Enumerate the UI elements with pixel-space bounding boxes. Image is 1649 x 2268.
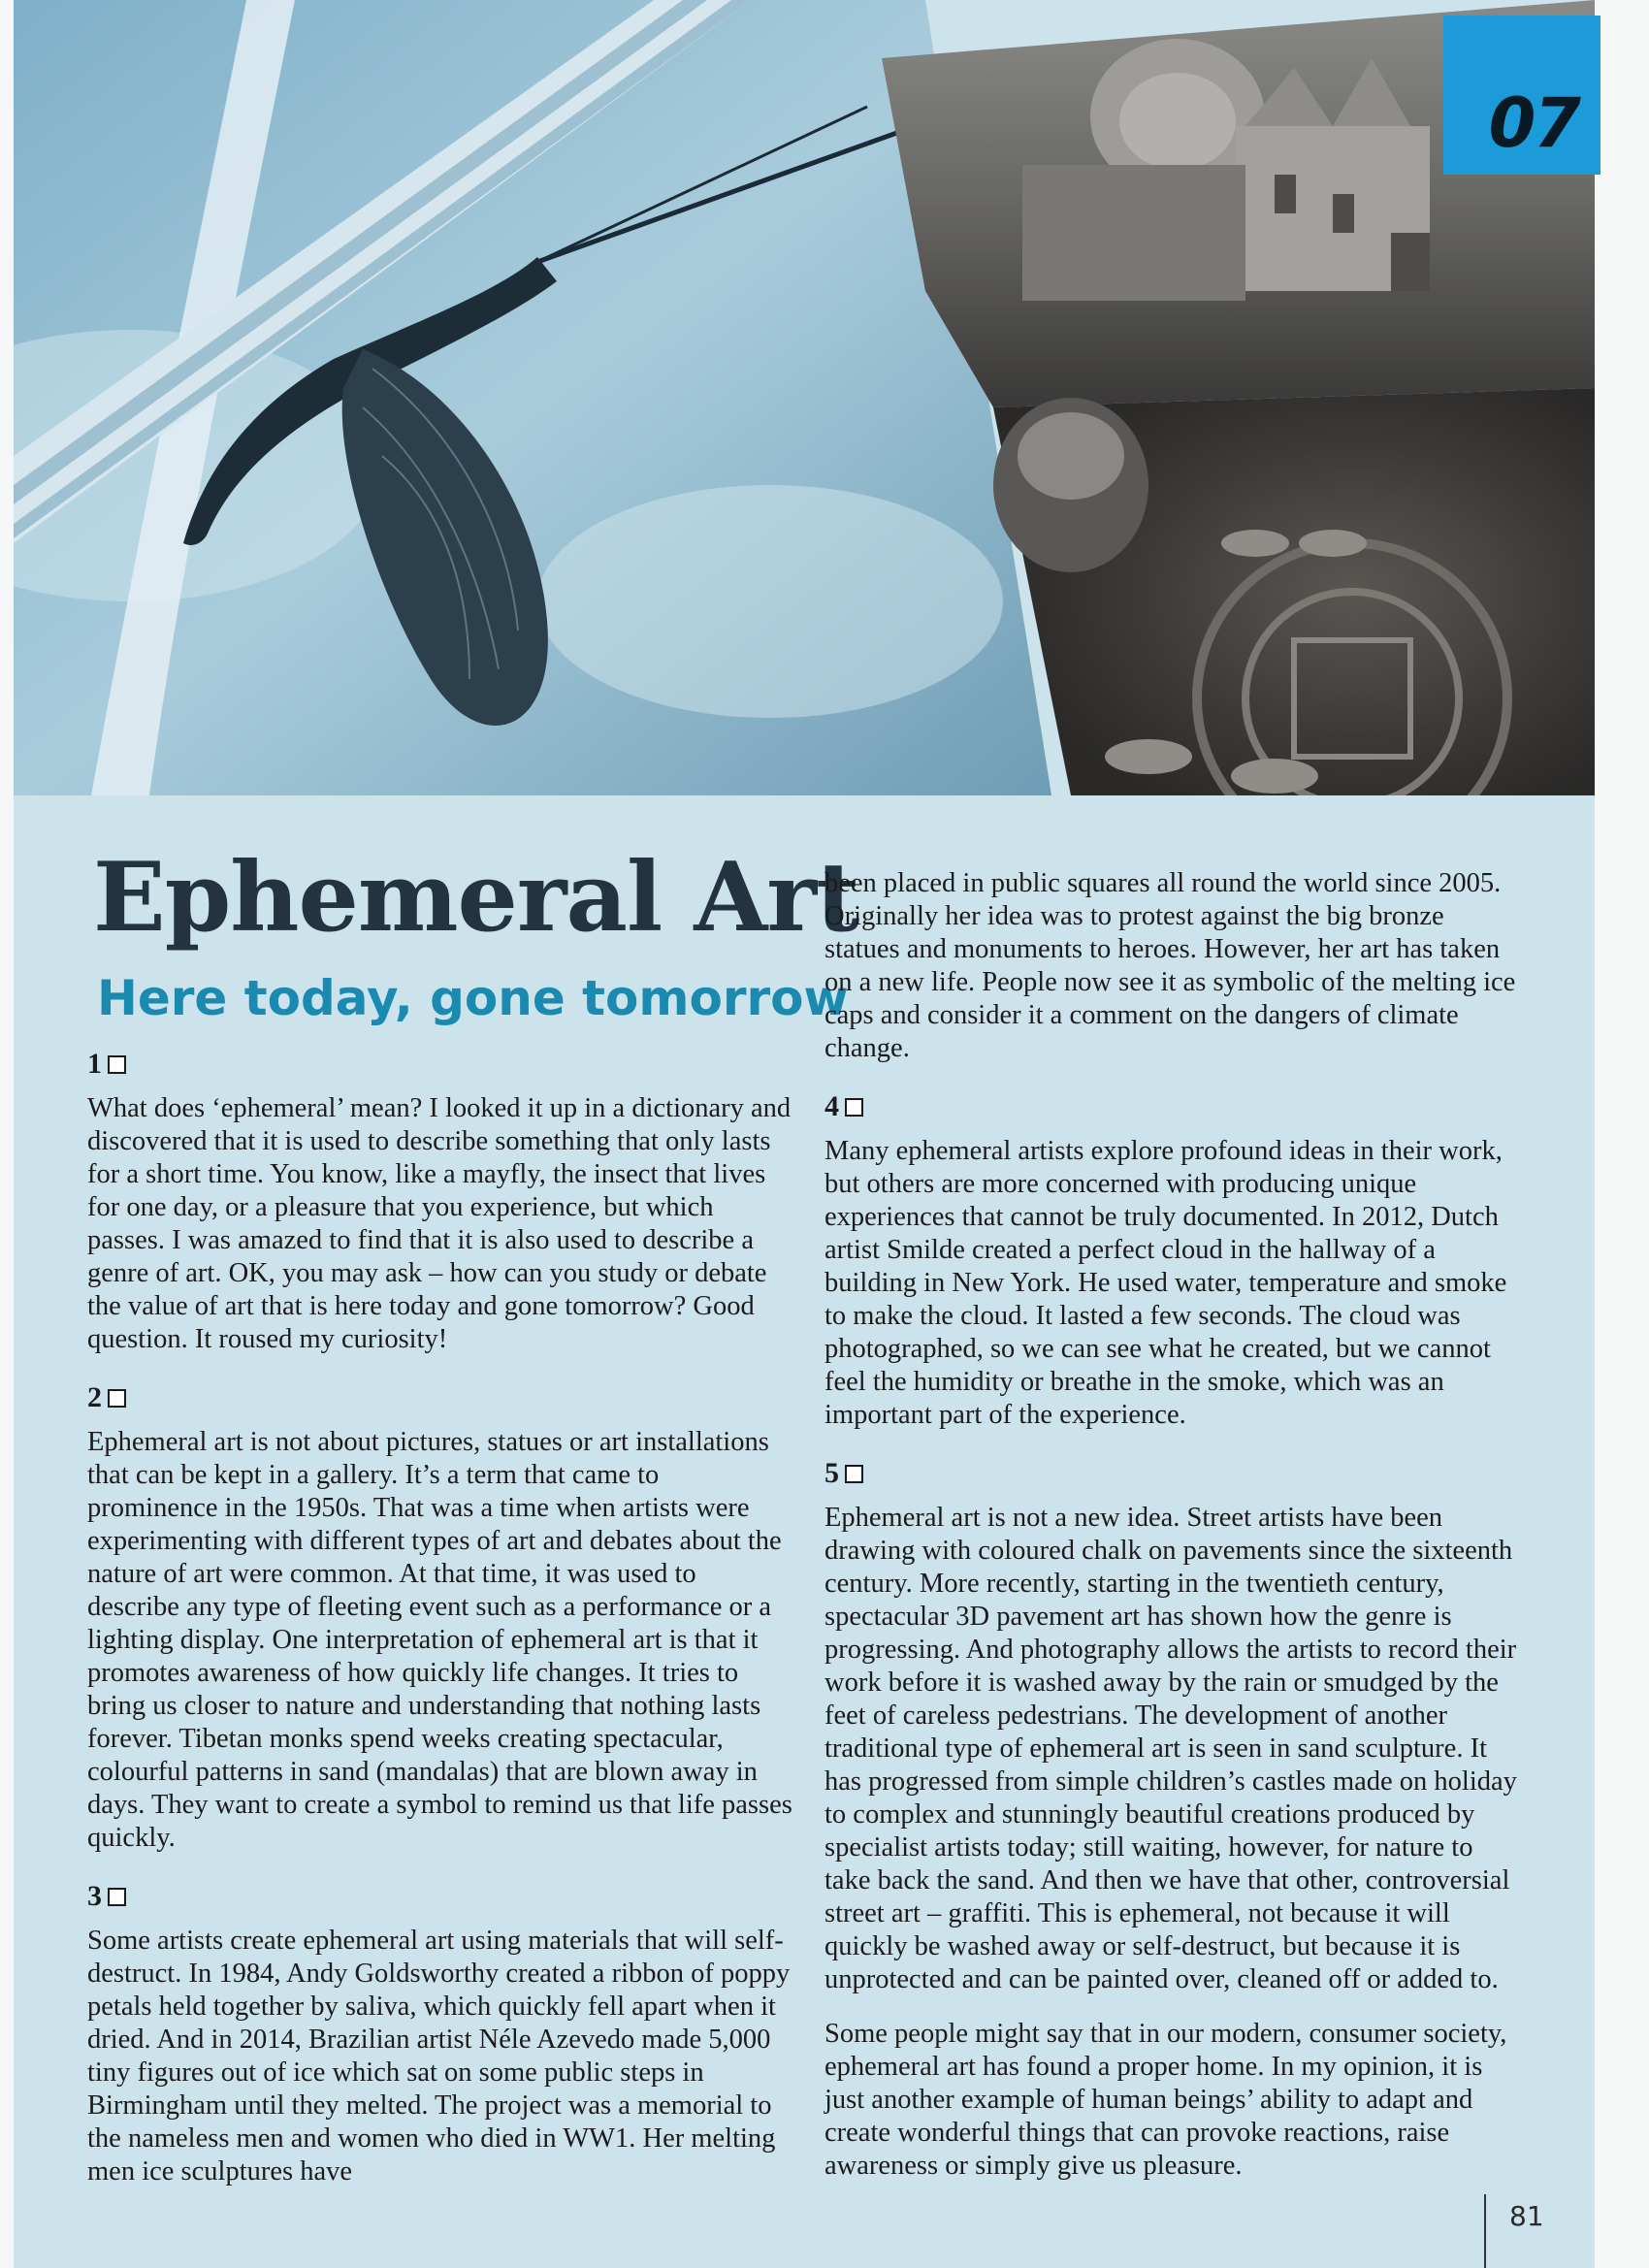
paragraph-4: Many ephemeral artists explore profound ideas in their work, but others are more concerned with producing unique experiences that cannot be truly documented. In 2012, Dutch artist Smilde created a perfect cloud in the hallway of a building in New York. He used water, temperature and smoke to make the cloud. It lasted a few seconds. The cloud was photographed, so we can see what he created, but we cannot feel the humidity or breathe in the smoke, which was an important part of the experience. bbox=[824, 1136, 1507, 1430]
article-title: Ephemeral Art bbox=[93, 842, 859, 954]
photo-collage bbox=[14, 0, 1595, 795]
section-number-label: 4 bbox=[824, 1090, 839, 1122]
section-number-label: 2 bbox=[87, 1381, 102, 1413]
page-right-edge bbox=[1595, 0, 1649, 2268]
section-number-3 bbox=[87, 1880, 793, 1913]
section-number-5 bbox=[824, 1457, 1523, 1490]
unit-badge bbox=[1443, 16, 1600, 175]
answer-checkbox[interactable] bbox=[108, 1888, 126, 1906]
page-number-rule bbox=[1484, 2194, 1486, 2268]
mandala-photo bbox=[993, 388, 1595, 795]
section-number-label: 3 bbox=[87, 1880, 102, 1912]
paragraph-3: Some artists create ephemeral art using materials that will self-destruct. In 1984, Andy Goldsworthy created a ribbon of poppy petals held together by saliva, which quickly fell apart when it dried. And in 2014, Brazilian artist Néle Azevedo made 5,000 tiny figures out of ice which sat on some public steps in Birmingham until they melted. The project was a memorial to the nameless men and women who died in WW1. Her melting men ice sculptures have bbox=[87, 1926, 791, 2187]
section-number-label: 1 bbox=[87, 1048, 102, 1080]
answer-checkbox[interactable] bbox=[845, 1098, 863, 1117]
page-number: 81 bbox=[1509, 2200, 1544, 2232]
section-number-label: 5 bbox=[824, 1457, 839, 1489]
magazine-page bbox=[14, 0, 1595, 2268]
article-subtitle: Here today, gone tomorrow bbox=[97, 970, 849, 1026]
paragraph-1: What does ‘ephemeral’ mean? I looked it up in a dictionary and discovered that it is used to describe something that only lasts for a short time. You know, like a mayfly, the insect that lives for one day, or a pleasure that you experience, but which passes. I was amazed to find that it is also used to describe a genre of art. OK, you may ask – how can you study or debate the value of art that is here today and gone tomorrow? Good question. It roused my curiosity! bbox=[87, 1093, 792, 1354]
unit-number: 07 bbox=[1488, 83, 1579, 163]
answer-checkbox[interactable] bbox=[845, 1465, 863, 1483]
paragraph-3-continued: been placed in public squares all round the world since 2005. Originally her idea was to protest against the big bronze statues and monuments to heroes. However, her art has taken on a new life. People now see it as symbolic of the melting ice caps and consider it a comment on the dangers of climate change. bbox=[824, 868, 1516, 1063]
section-number-1 bbox=[87, 1048, 793, 1081]
paragraph-5: Ephemeral art is not a new idea. Street artists have been drawing with coloured chalk on pavements since the sixteenth century. More recently, starting in the twentieth century, spectacular 3D pavement art has shown how the genre is progressing. And photography allows the artists to record their work before it is washed away by the rain or smudged by the feet of careless pedestrians. The development of another traditional type of ephemeral art is seen in sand sculpture. It has progressed from simple children’s castles made on holiday to complex and stunningly beautiful creations produced by specialist artists today; still waiting, however, for nature to take back the sand. And then we have that other, controversial street art – graffiti. This is ephemeral, not because it will quickly be washed away or self-destruct, but because it is unprotected and can be painted over, cleaned off or added to. bbox=[824, 1503, 1517, 1994]
paragraph-2: Ephemeral art is not about pictures, statues or art installations that can be kept in a gallery. It’s a term that came to prominence in the 1950s. That was a time when artists were experimenting with different types of art and debates about the nature of art were common. At that time, it was used to describe any type of fleeting event such as a performance or a lighting display. One interpretation of ephemeral art is that it promotes awareness of how quickly life changes. It tries to bring us closer to nature and understanding that nothing lasts forever. Tibetan monks spend weeks creating spectacular, colourful patterns in sand (mandalas) that are blown away in days. They want to create a symbol to remind us that life passes quickly. bbox=[87, 1427, 792, 1853]
answer-checkbox[interactable] bbox=[108, 1389, 126, 1408]
section-number-4 bbox=[824, 1090, 1523, 1123]
page-left-edge bbox=[0, 0, 14, 2268]
photo-collage-graphic bbox=[14, 0, 1595, 795]
answer-checkbox[interactable] bbox=[108, 1055, 126, 1074]
section-number-2 bbox=[87, 1381, 793, 1414]
left-column bbox=[87, 1048, 793, 2188]
right-column bbox=[824, 867, 1523, 2183]
paragraph-conclusion: Some people might say that in our modern, consumer society, ephemeral art has found a proper home. In my opinion, it is just another example of human beings’ ability to adapt and create wonderful things that can provoke reactions, raise awareness or simply give us pleasure. bbox=[824, 2019, 1507, 2181]
